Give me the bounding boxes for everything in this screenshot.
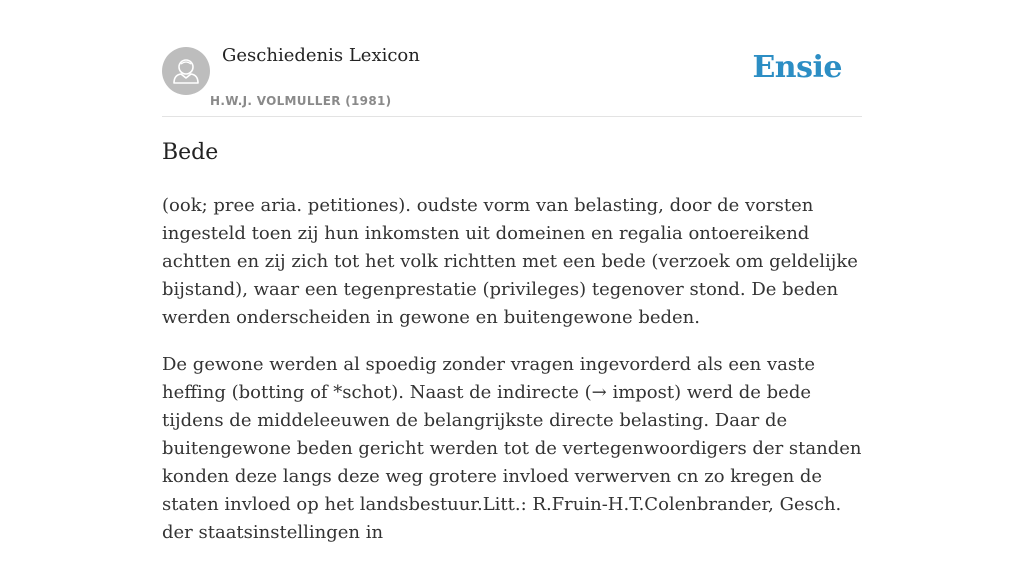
source-title[interactable]: Geschiedenis Lexicon [222,45,420,66]
entry-body [162,192,866,566]
entry-header [162,0,862,117]
author-label: H.W.J. VOLMULLER (1981) [210,94,392,108]
entry-paragraph: (ook; pree aria. petitiones). oudste vorm van belasting, door de vorsten ingesteld toen zij hun inkomsten uit domeinen en regalia ontoereikend achtten en zij zich tot het volk richtten met een bede (verzoek om geldelijke bijstand), waar een tegenprestatie (privileges) tegenover stond. De beden werden onderscheiden in gewone en buitengewone beden. [162,195,858,328]
entry-paragraph: De gewone werden al spoedig zonder vragen ingevorderd als een vaste heffing (botting of *schot). Naast de indirecte (→ impost) werd de bede tijdens de middeleeuwen de belangrijkste directe belasting. Daar de buitengewone beden gericht werden tot de vertegenwoordigers der standen konden deze langs deze weg grotere invloed verwerven cn zo kregen de staten invloed op het landsbestuur.Litt.: R.Fruin-H.T.Colenbrander, Gesch. der staatsinstellingen in [162,354,862,543]
page-title: Bede [162,140,219,165]
ensie-logo[interactable]: Ensie [752,50,842,85]
user-icon[interactable] [162,47,210,95]
